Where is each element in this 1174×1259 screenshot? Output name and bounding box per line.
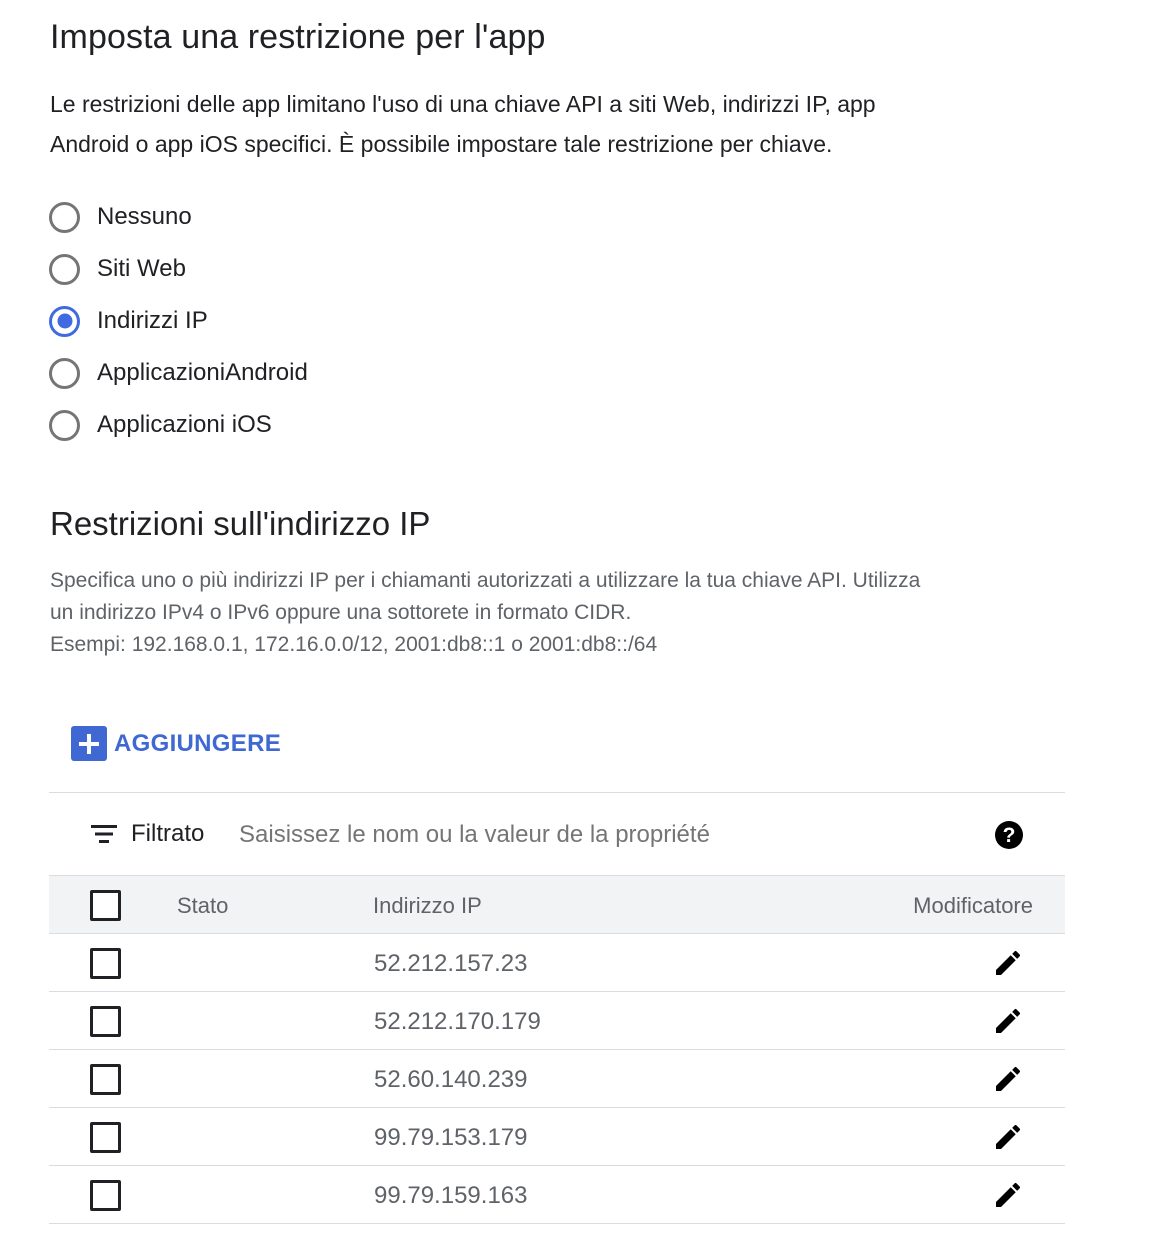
table-row [49,934,1065,992]
ip-restrictions-description [50,565,1090,661]
radio-label: Indirizzi IP [97,307,208,334]
description-line: Specifica uno o più indirizzi IP per i chiamanti autorizzati a utilizzare la tua chiave API. Utilizza [50,569,921,592]
radio-button[interactable] [49,254,80,285]
row-checkbox[interactable] [90,1064,121,1095]
description-line: un indirizzo IPv4 o IPv6 oppure una sottorete in formato CIDR. [50,601,632,624]
filter-list-icon[interactable] [91,824,117,849]
ip-address-cell: 99.79.153.179 [374,1124,528,1151]
radio-option-websites[interactable] [49,243,308,295]
pencil-icon[interactable] [992,1179,1024,1216]
column-header-status[interactable]: Stato [177,893,229,918]
intro-line: Android o app iOS specifici. È possibile impostare tale restrizione per chiave. [50,131,833,157]
help-circle-icon[interactable] [994,820,1024,855]
intro-text [50,84,1050,164]
ip-restrictions-title: Restrizioni sull'indirizzo IP [50,505,431,542]
select-all-checkbox[interactable] [90,890,121,921]
table-row [49,1166,1065,1224]
description-line: Esempi: 192.168.0.1, 172.16.0.0/12, 2001:db8::1 o 2001:db8::/64 [50,633,658,656]
pencil-icon[interactable] [992,1121,1024,1158]
ip-table [49,792,1065,1224]
ip-address-cell: 99.79.159.163 [374,1182,528,1209]
radio-label: Nessuno [97,203,192,230]
ip-address-cell: 52.212.157.23 [374,950,528,977]
pencil-icon[interactable] [992,947,1024,984]
radio-button[interactable] [49,410,80,441]
pencil-icon[interactable] [992,1005,1024,1042]
page-title: Imposta una restrizione per l'app [50,18,546,56]
add-button[interactable] [71,726,281,761]
plus-icon [71,726,107,761]
ip-address-cell: 52.60.140.239 [374,1066,528,1093]
pencil-icon[interactable] [992,1063,1024,1100]
radio-button-checked[interactable] [49,306,80,337]
row-checkbox[interactable] [90,1122,121,1153]
svg-text:?: ? [1002,824,1016,847]
table-header-row [49,876,1065,934]
ip-address-cell: 52.212.170.179 [374,1008,541,1035]
filter-input[interactable] [239,815,939,855]
column-header-edit: Modificatore [913,893,1033,918]
radio-option-android-apps[interactable] [49,347,308,399]
filter-label: Filtrato [131,820,205,847]
radio-option-ios-apps[interactable] [49,399,308,451]
table-row [49,992,1065,1050]
radio-button[interactable] [49,358,80,389]
table-row [49,1108,1065,1166]
row-checkbox[interactable] [90,1006,121,1037]
intro-line: Le restrizioni delle app limitano l'uso di una chiave API a siti Web, indirizzi IP, app [50,91,876,117]
radio-option-ip-addresses[interactable] [49,295,308,347]
row-checkbox[interactable] [90,1180,121,1211]
row-checkbox[interactable] [90,948,121,979]
restriction-radio-group [49,191,308,451]
radio-label: ApplicazioniAndroid [97,359,308,386]
radio-label: Applicazioni iOS [97,411,272,438]
add-button-label: AGGIUNGERE [114,729,282,757]
table-row [49,1050,1065,1108]
radio-button[interactable] [49,202,80,233]
filter-bar [49,792,1065,876]
column-header-ip[interactable]: Indirizzo IP [373,893,482,918]
radio-label: Siti Web [97,255,186,282]
radio-option-none[interactable] [49,191,308,243]
